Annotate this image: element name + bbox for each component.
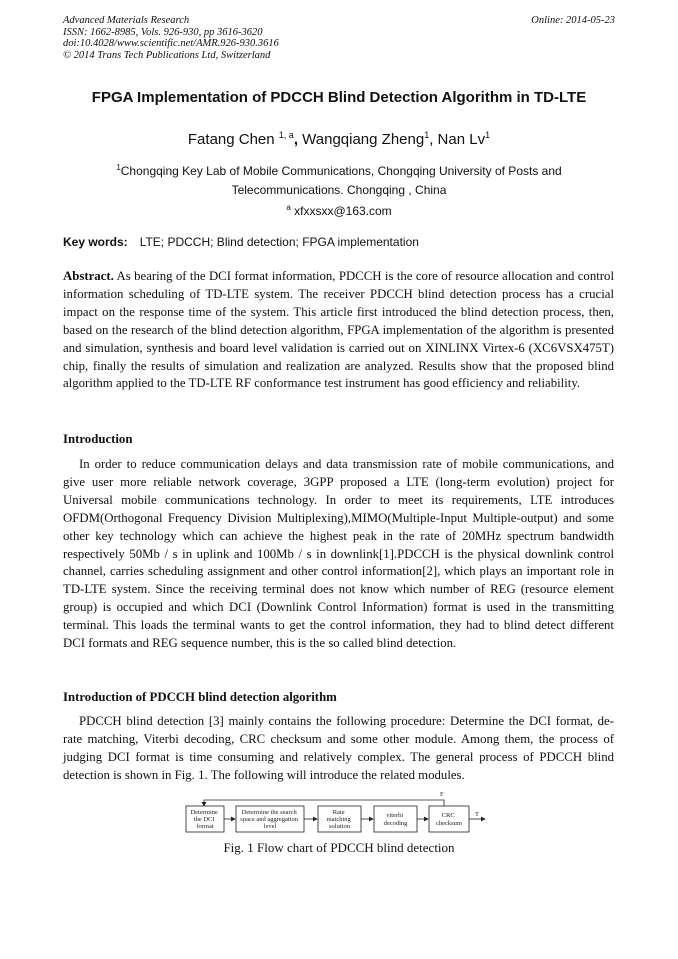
author-affil-mark: 1, a (278, 130, 294, 140)
section-heading: Introduction of PDCCH blind detection algorithm (63, 690, 337, 704)
author-name: Fatang Chen (187, 131, 275, 148)
author-affil-mark: 1 (424, 130, 430, 140)
affiliation (80, 159, 598, 221)
flow-box-label: viterbi decoding (383, 812, 408, 827)
false-label: F (440, 791, 444, 798)
flow-box-label: Determine the search space and aggregation level (240, 809, 299, 830)
journal-name: Advanced Materials Research (63, 15, 190, 26)
paper-title: FPGA Implementation of PDCCH Blind Detection Algorithm in TD-LTE (91, 89, 587, 106)
copyright: © 2014 Trans Tech Publications Ltd, Switzerland (63, 49, 271, 61)
author-affil-mark: 1 (485, 130, 491, 140)
figure-caption: Fig. 1 Flow chart of PDCCH blind detection (223, 840, 455, 855)
email-mark: a (286, 203, 291, 212)
author-separator: , (429, 131, 434, 148)
flow-box-label: Determine the DCI format (190, 809, 218, 830)
journal-header (63, 15, 279, 61)
flow-box-label: Rate matching solution (326, 809, 351, 830)
online-date: Online: 2014-05-23 (531, 15, 615, 26)
flow-box-viterbi (374, 806, 417, 832)
keywords-label: Key words: (63, 235, 128, 249)
author-name: Nan Lv (437, 131, 486, 148)
author-name: Wangqiang Zheng (302, 131, 425, 148)
true-label: T (475, 811, 479, 818)
keywords (63, 235, 623, 249)
author-list (0, 130, 678, 148)
false-feedback-arrow (204, 800, 444, 806)
doi: doi:10.4028/www.scientific.net/AMR.926-930.3616 (63, 38, 279, 49)
section-heading: Introduction (63, 432, 133, 446)
abstract (63, 268, 614, 393)
section-body: PDCCH blind detection [3] mainly contains the following procedure: Determine the DCI format, de-rate matching, Viterbi decoding, CRC checksum and some other module. Among them, the process of judging DCI format is time consuming and relatively complex. The general process of PDCCH blind detection is shown in Fig. 1. The following will introduce the related modules. (63, 714, 614, 782)
flow-box-crc (429, 806, 469, 832)
abstract-text: As bearing of the DCI format information, PDCCH is the core of resource allocation and control information scheduling of TD-LTE system. The receiver PDCCH blind detection process has a crucial impact on the response time of the system. This article first introduced the blind detection process, then, based on the research of the blind detection algorithm, FPGA implementation of the algorithm is presented and simulation, synthesis and board level validation is carried out on XINLINX Virtex-6 (XC6VSX475T) chip, finally the results of simulation and realization are analyzed. Results show that the proposed blind algorithm applied to the TD-LTE RF conformance test instrument has good efficiency and reliability. (63, 269, 614, 391)
flow-chart (180, 788, 500, 836)
author-separator: , (293, 131, 298, 148)
affiliation-text: Chongqing Key Lab of Mobile Communications, Chongqing University of Posts and Telecommunications. Chongqing , China (120, 164, 562, 197)
issn: ISSN: 1662-8985, Vols. 926-930, pp 3616-3620 (63, 26, 263, 38)
section-body: In order to reduce communication delays and data transmission rate of mobile communications, and give user more reliable network coverage, 3GPP proposed a LTE (long-term evolution) project for Universal mobile communications technology. In order to meet its requirements, LTE introduces OFDM(Orthogonal Frequency Division Multiplexing),MIMO(Multiple-Input Multiple-output) and some other key technology which can achieve the highest peak in the rate of 20MHz spectrum bandwidth respectively 50Mb / s in uplink and 100Mb / s in downlink[1].PDCCH is the physical downlink control channel, carries scheduling assignment and other control information[2], which plays an important role in TD-LTE system. Since the receiving terminal does not know which number of REG (resource element group) is occupied and which DCI (Downlink Control Information) format is used in the transmitting terminal. This loads the terminal wants to get the control information, they had to blind detect different DCI formats and REG sequence number, this is the so called blind detection. (63, 457, 614, 651)
affiliation-mark: 1 (116, 163, 121, 172)
keywords-text: LTE; PDCCH; Blind detection; FPGA implementation (139, 235, 419, 249)
abstract-label: Abstract. (63, 269, 114, 283)
flow-box-label: CRC checksum (436, 812, 462, 827)
flow-chart-figure (180, 788, 500, 836)
author-email: xfxxsxx@163.com (294, 204, 392, 218)
